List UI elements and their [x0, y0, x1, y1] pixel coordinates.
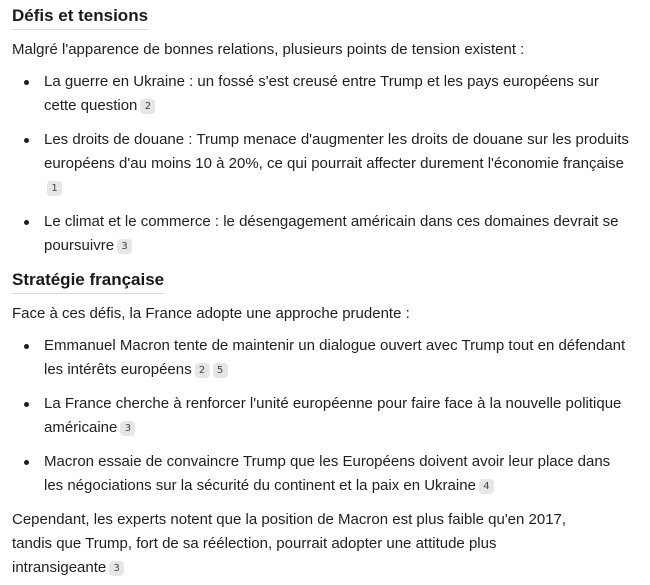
bullet-list-defis	[12, 70, 638, 258]
list-item	[12, 70, 638, 118]
section-intro-strategie: Face à ces défis, la France adopte une approche prudente :	[12, 305, 410, 322]
section-intro-defis: Malgré l'apparence de bonnes relations, plusieurs points de tension existent :	[12, 41, 525, 58]
citation-badge[interactable]: 4	[479, 479, 494, 494]
list-item-text: La guerre en Ukraine : un fossé s'est creusé entre Trump et les pays européens sur cette question	[44, 73, 599, 114]
citation-badge[interactable]: 5	[213, 363, 228, 378]
list-item-text: La France cherche à renforcer l'unité européenne pour faire face à la nouvelle politique américaine	[44, 395, 622, 436]
list-item-text: Les droits de douane : Trump menace d'augmenter les droits de douane sur les produits européens d'au moins 10 à 20%, ce qui pourrait affecter durement l'économie française	[44, 131, 629, 172]
citation-badge[interactable]: 3	[109, 561, 124, 576]
citation-badge[interactable]: 2	[140, 99, 155, 114]
citation-badge[interactable]: 3	[117, 239, 132, 254]
section-strategie	[12, 268, 638, 294]
section-heading-defis: Défis et tensions	[12, 4, 148, 30]
section-defis	[12, 4, 638, 30]
section-heading-strategie: Stratégie française	[12, 268, 164, 294]
list-item-text: Emmanuel Macron tente de maintenir un dialogue ouvert avec Trump tout en défendant les intérêts européens	[44, 337, 626, 378]
list-item	[12, 450, 638, 498]
list-item	[12, 128, 638, 200]
citation-badge[interactable]: 2	[195, 363, 210, 378]
citation-badge[interactable]: 3	[120, 421, 135, 436]
conclusion-text: Cependant, les experts notent que la position de Macron est plus faible qu'en 2017, tandis que Trump, fort de sa réélection, pourrait adopter une attitude plus intransigeante	[12, 511, 567, 576]
list-item	[12, 392, 638, 440]
list-item-text: Macron essaie de convaincre Trump que les Européens doivent avoir leur place dans les négociations sur la sécurité du continent et la paix en Ukraine	[44, 453, 611, 494]
list-item	[12, 210, 638, 258]
list-item	[12, 334, 638, 382]
bullet-list-strategie	[12, 334, 638, 498]
conclusion-paragraph	[12, 508, 638, 580]
citation-badge[interactable]: 1	[47, 181, 62, 196]
list-item-text: Le climat et le commerce : le désengagement américain dans ces domaines devrait se poursuivre	[44, 213, 619, 254]
